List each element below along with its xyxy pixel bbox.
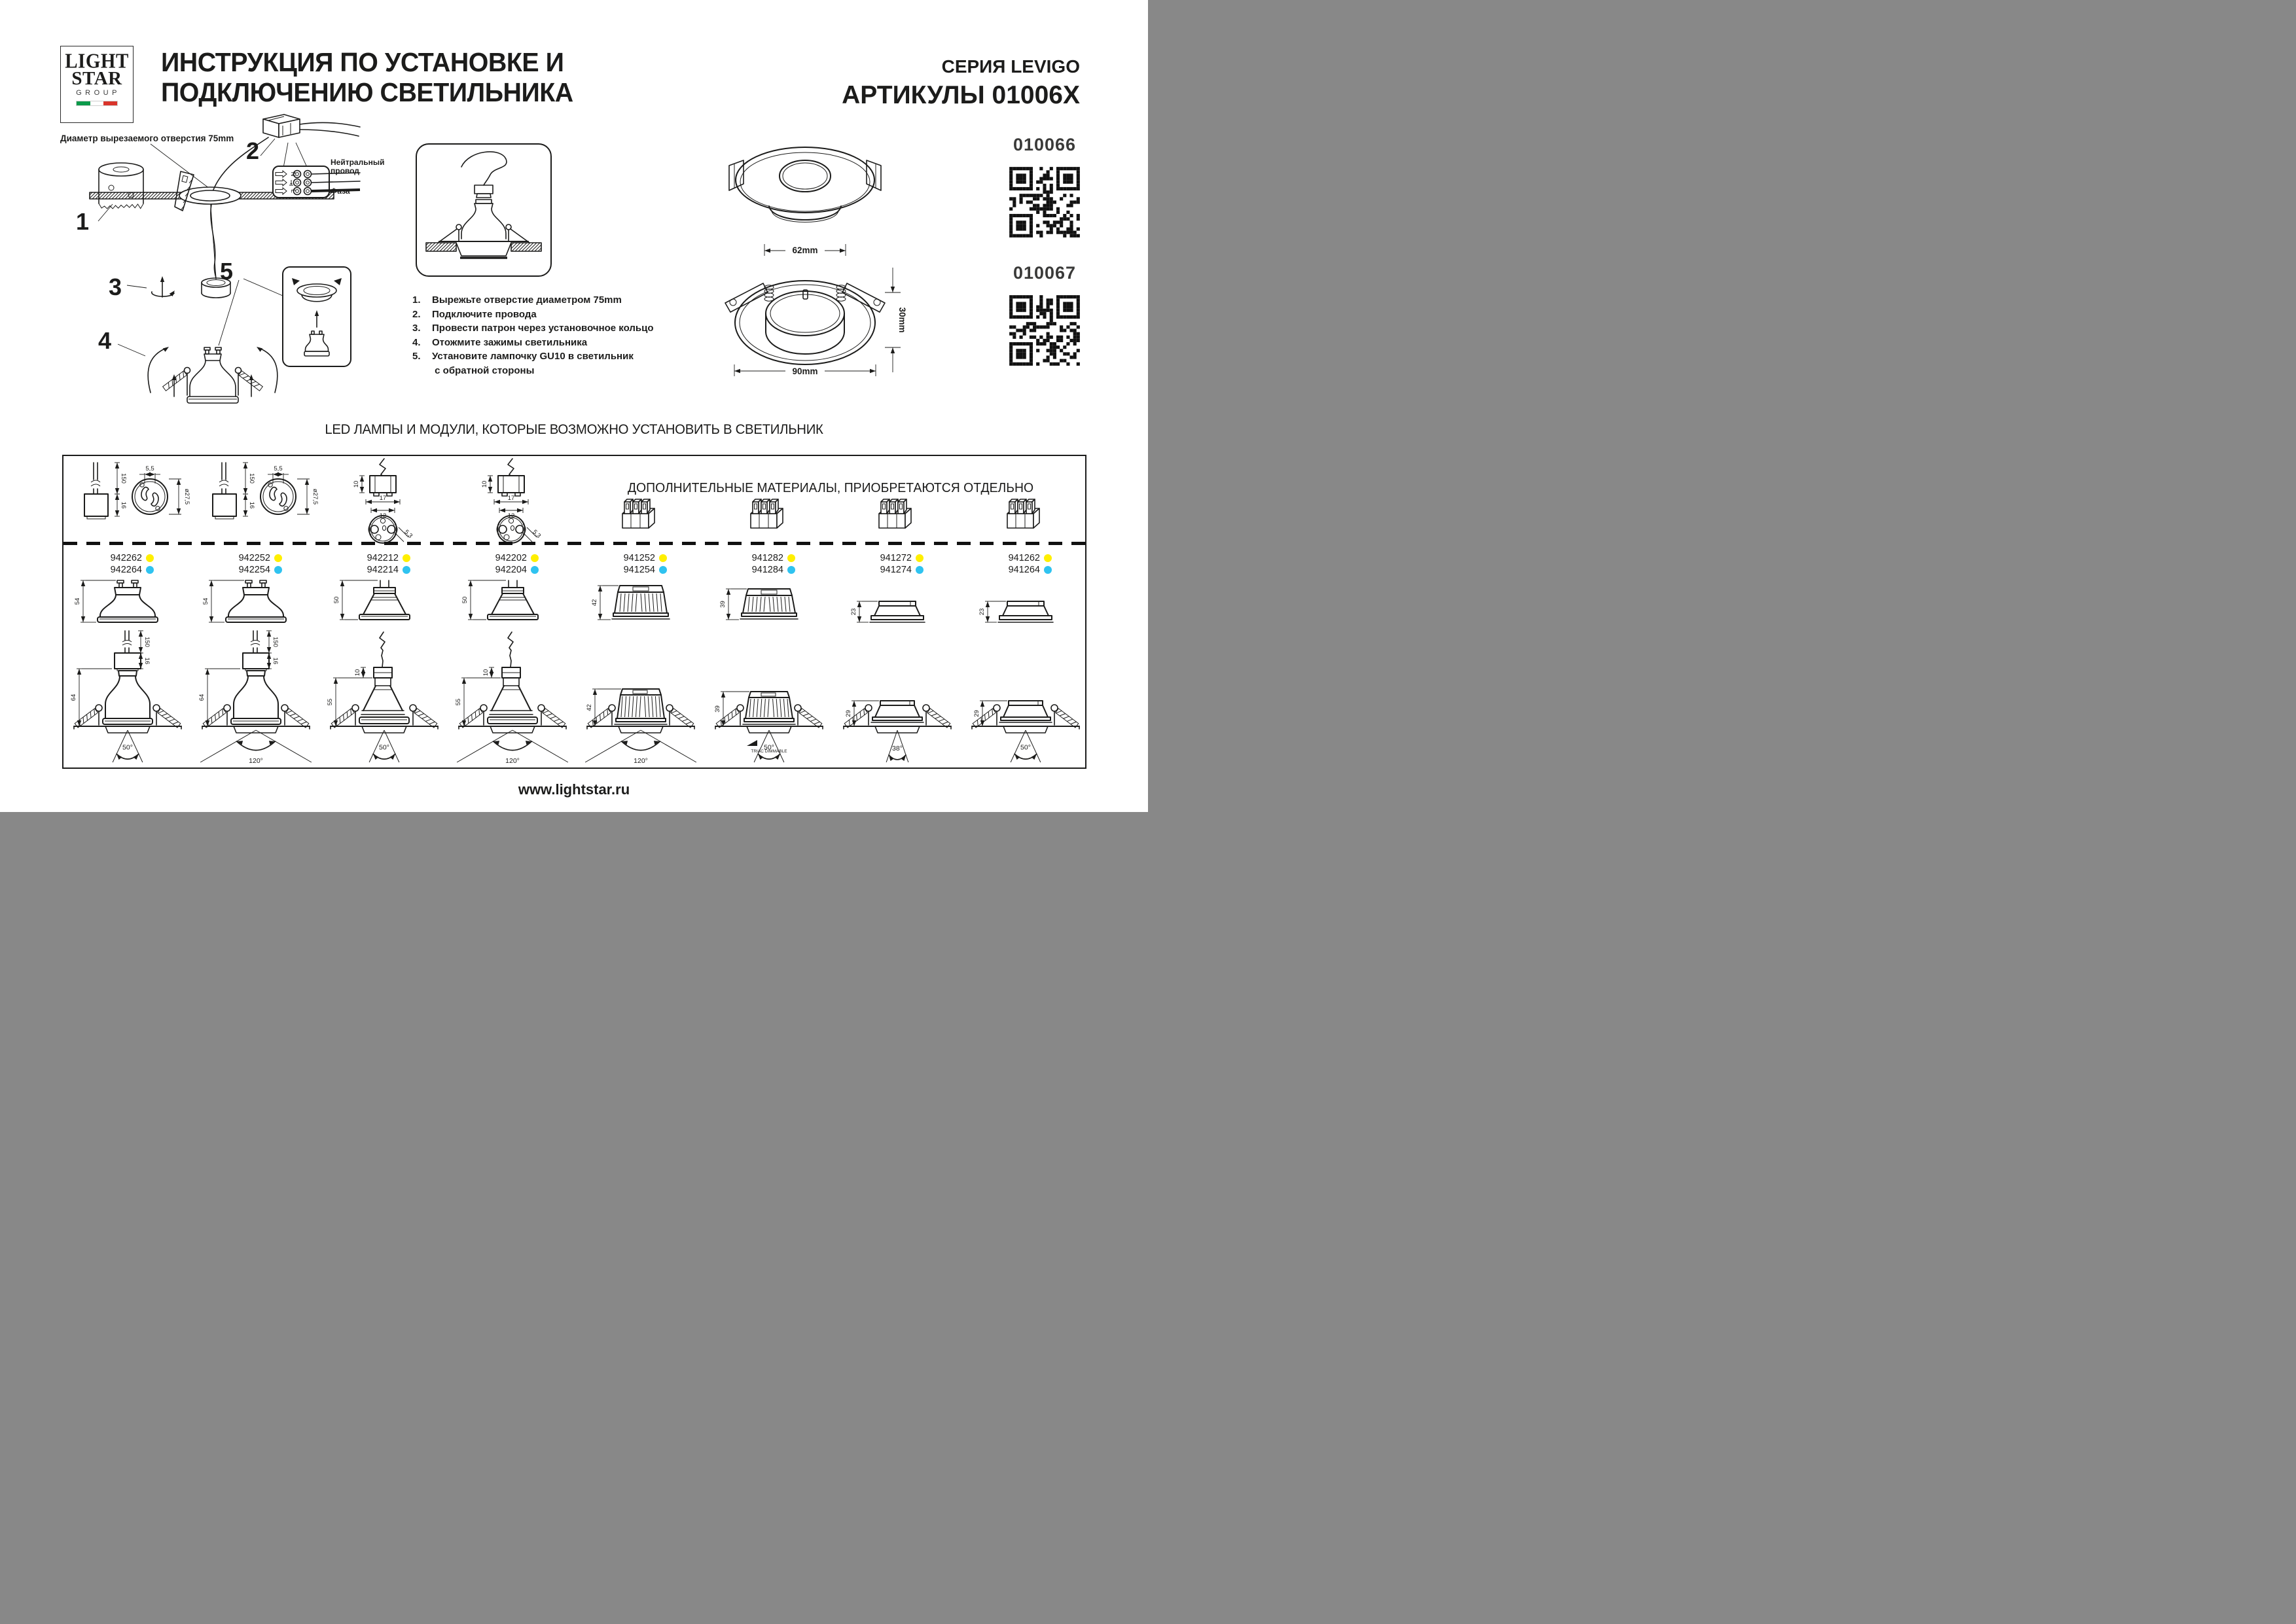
lamp-column <box>192 456 320 768</box>
svg-text:64: 64 <box>198 694 206 701</box>
article-code: 942254 <box>238 565 270 575</box>
product-code: 010067 <box>1013 263 1077 283</box>
led-section-title: LED ЛАМПЫ И МОДУЛИ, КОТОРЫЕ ВОЗМОЖНО УСТАНОВИТЬ В СВЕТИЛЬНИК <box>325 422 823 437</box>
lamp-column <box>961 456 1090 768</box>
article-code-line <box>230 565 282 575</box>
svg-text:12: 12 <box>507 512 515 520</box>
article-code-line <box>101 553 154 563</box>
color-dot-icon <box>659 554 667 562</box>
articles: АРТИКУЛЫ 01006X <box>842 81 1080 109</box>
color-dot-icon <box>274 566 282 574</box>
installation-steps <box>412 293 707 378</box>
color-dot-icon <box>146 554 154 562</box>
svg-text:16: 16 <box>120 501 127 509</box>
color-dot-icon <box>787 566 795 574</box>
article-code: 941284 <box>751 565 783 575</box>
svg-text:50: 50 <box>461 596 469 604</box>
dashed-separator <box>63 542 1085 545</box>
article-code-line <box>486 565 539 575</box>
svg-text:150: 150 <box>143 637 151 647</box>
lamp-column <box>833 456 961 768</box>
svg-text:16: 16 <box>143 657 151 665</box>
svg-text:120°: 120° <box>249 757 263 765</box>
step-number: 2. <box>412 308 421 320</box>
product-code: 010066 <box>1013 135 1077 154</box>
svg-text:23: 23 <box>850 608 857 616</box>
article-codes <box>63 553 192 579</box>
svg-text:10: 10 <box>353 480 360 488</box>
article-codes <box>192 553 320 579</box>
article-code-line <box>999 565 1052 575</box>
callout-1: 1 <box>76 208 90 235</box>
svg-text:29: 29 <box>845 710 852 717</box>
svg-text:12: 12 <box>379 512 387 520</box>
step-text: Вырежьте отверстие диаметром 75mm <box>432 294 622 306</box>
article-code-line <box>358 553 410 563</box>
article-code-line <box>871 553 924 563</box>
dim-90mm: 90mm <box>792 366 818 376</box>
svg-text:39: 39 <box>719 601 726 608</box>
phase-wire-label: Фаза <box>331 186 350 196</box>
lamp-drawing <box>833 579 961 628</box>
article-code-line <box>358 565 410 575</box>
article-code: 941272 <box>880 553 912 563</box>
lamp-drawing <box>961 579 1090 628</box>
color-dot-icon <box>787 554 795 562</box>
article-codes <box>833 553 961 579</box>
svg-text:50: 50 <box>333 596 340 604</box>
article-codes <box>961 553 1090 579</box>
article-code: 941282 <box>751 553 783 563</box>
extras-title: ДОПОЛНИТЕЛЬНЫЕ МАТЕРИАЛЫ, ПРИОБРЕТАЮТСЯ ОТДЕЛЬНО <box>627 481 1034 495</box>
svg-text:120°: 120° <box>634 757 648 765</box>
series-block <box>842 56 1080 110</box>
svg-text:120°: 120° <box>505 757 520 765</box>
svg-text:16: 16 <box>248 501 255 509</box>
svg-text:64: 64 <box>70 694 77 701</box>
article-code: 942262 <box>110 553 142 563</box>
step-number: 3. <box>412 323 421 334</box>
article-code: 942214 <box>367 565 399 575</box>
lamp-column <box>63 456 192 768</box>
step-text: Провести патрон через установочное кольцо <box>432 323 654 334</box>
svg-text:29: 29 <box>973 710 980 717</box>
callout-2: 2 <box>246 137 260 164</box>
step-item <box>412 321 707 336</box>
article-code-line <box>743 565 795 575</box>
qr-code <box>1006 164 1083 241</box>
color-dot-icon <box>1044 554 1052 562</box>
article-code-line <box>615 553 667 563</box>
svg-text:150: 150 <box>248 473 255 484</box>
article-code: 941274 <box>880 565 912 575</box>
socket-drawing <box>63 456 192 544</box>
hole-diameter-note: Диаметр вырезаемого отверстия 75mm <box>60 133 234 143</box>
svg-text:150: 150 <box>272 637 279 647</box>
svg-text:5,3: 5,3 <box>403 528 414 540</box>
callout-4: 4 <box>98 327 112 354</box>
svg-text:50°: 50° <box>764 743 774 752</box>
svg-text:54: 54 <box>202 597 209 605</box>
color-dot-icon <box>916 566 924 574</box>
socket-drawing <box>320 456 448 544</box>
step-item <box>412 293 707 308</box>
article-codes <box>705 553 833 579</box>
svg-text:5,3: 5,3 <box>531 528 543 540</box>
svg-text:55: 55 <box>455 698 462 706</box>
step-number: 5. <box>412 351 421 362</box>
article-code-line <box>615 565 667 575</box>
website-url: www.lightstar.ru <box>518 781 630 798</box>
article-codes <box>577 553 705 579</box>
svg-text:16: 16 <box>272 657 279 665</box>
svg-text:ø27,5: ø27,5 <box>312 488 319 505</box>
svg-text:ø27,5: ø27,5 <box>183 488 190 505</box>
svg-text:N: N <box>289 171 296 177</box>
installed-drawing <box>448 628 577 766</box>
installed-drawing <box>577 628 705 766</box>
lamp-drawing <box>448 579 577 628</box>
step-text: Подключите провода <box>432 308 537 320</box>
svg-text:10: 10 <box>482 669 490 677</box>
article-codes <box>448 553 577 579</box>
step-item <box>412 308 707 322</box>
lamp-drawing <box>192 579 320 628</box>
installed-drawing <box>833 628 961 766</box>
socket-drawing <box>833 456 961 544</box>
article-code-line <box>486 553 539 563</box>
callout-5: 5 <box>220 258 234 285</box>
svg-text:17: 17 <box>379 495 387 502</box>
article-code: 942212 <box>367 553 399 563</box>
socket-drawing <box>448 456 577 544</box>
socket-drawing <box>961 456 1090 544</box>
color-dot-icon <box>531 554 539 562</box>
neutral-wire-label: Нейтральный провод <box>331 158 385 175</box>
color-dot-icon <box>1044 566 1052 574</box>
svg-text:55: 55 <box>327 698 334 706</box>
svg-text:150: 150 <box>120 473 127 484</box>
fixture-cross-section <box>417 145 550 275</box>
italian-flag-icon <box>76 101 118 106</box>
svg-text:23: 23 <box>978 608 986 616</box>
article-code: 941262 <box>1008 553 1040 563</box>
step-item <box>412 336 707 350</box>
lamp-column <box>705 456 833 768</box>
lamp-column <box>320 456 448 768</box>
lamp-drawing <box>320 579 448 628</box>
dimensions-diagram <box>707 128 907 389</box>
logo-word-light: LIGHT <box>65 50 129 73</box>
page-title: ИНСТРУКЦИЯ ПО УСТАНОВКЕ И ПОДКЛЮЧЕНИЮ СВЕТИЛЬНИКА <box>161 47 573 107</box>
installed-drawing <box>192 628 320 766</box>
svg-text:17: 17 <box>507 495 515 502</box>
svg-text:42: 42 <box>591 599 598 607</box>
svg-text:42: 42 <box>586 704 593 711</box>
color-dot-icon <box>531 566 539 574</box>
svg-text:L: L <box>289 189 296 193</box>
article-code-line <box>871 565 924 575</box>
lamp-column <box>448 456 577 768</box>
svg-text:10: 10 <box>354 669 361 677</box>
socket-drawing <box>577 456 705 544</box>
svg-text:TRIAC DIMMABLE: TRIAC DIMMABLE <box>751 749 787 754</box>
article-code-line <box>230 553 282 563</box>
article-code-line <box>999 553 1052 563</box>
svg-text:5,5: 5,5 <box>145 465 154 472</box>
color-dot-icon <box>403 554 410 562</box>
color-dot-icon <box>916 554 924 562</box>
article-code: 941252 <box>623 553 655 563</box>
article-code: 942252 <box>238 553 270 563</box>
logo-word-star: STAR <box>71 68 122 89</box>
installed-drawing <box>63 628 192 766</box>
step-item <box>412 349 707 378</box>
series-name: СЕРИЯ LEVIGO <box>941 56 1080 77</box>
step-number: 4. <box>412 336 421 348</box>
logo-word-group: GROUP <box>76 89 120 97</box>
article-code-line <box>101 565 154 575</box>
step-text: Отожмите зажимы светильника <box>432 336 588 348</box>
lamp-column <box>577 456 705 768</box>
lamp-columns <box>63 456 1085 768</box>
installed-drawing <box>320 628 448 766</box>
step-text: Установите лампочку GU10 в светильник с обратной стороны <box>432 351 634 376</box>
callout-3: 3 <box>109 274 122 300</box>
svg-text:54: 54 <box>74 597 81 605</box>
svg-text:39: 39 <box>714 705 721 713</box>
socket-drawing <box>705 456 833 544</box>
step-number: 1. <box>412 294 421 306</box>
article-code-line <box>743 553 795 563</box>
color-dot-icon <box>659 566 667 574</box>
article-codes <box>320 553 448 579</box>
fixture-detail-box <box>416 143 552 277</box>
svg-text:5,5: 5,5 <box>274 465 283 472</box>
svg-text:50°: 50° <box>122 743 133 752</box>
lamp-drawing <box>63 579 192 628</box>
dim-62mm: 62mm <box>792 245 818 255</box>
article-code: 942204 <box>495 565 527 575</box>
instruction-sheet <box>0 0 1148 812</box>
lamp-drawing <box>577 579 705 628</box>
installed-drawing <box>705 628 833 766</box>
dim-30mm: 30mm <box>897 307 907 333</box>
socket-drawing <box>192 456 320 544</box>
svg-text:50°: 50° <box>379 743 389 752</box>
lamp-drawing <box>705 579 833 628</box>
installed-drawing <box>961 628 1090 766</box>
svg-text:38°: 38° <box>892 744 903 752</box>
article-code: 941254 <box>623 565 655 575</box>
svg-text:50°: 50° <box>1020 743 1031 752</box>
article-code: 941264 <box>1008 565 1040 575</box>
qr-code <box>1006 292 1083 369</box>
article-code: 942264 <box>110 565 142 575</box>
color-dot-icon <box>274 554 282 562</box>
color-dot-icon <box>146 566 154 574</box>
article-code: 942202 <box>495 553 527 563</box>
svg-text:10: 10 <box>481 480 488 488</box>
color-dot-icon <box>403 566 410 574</box>
